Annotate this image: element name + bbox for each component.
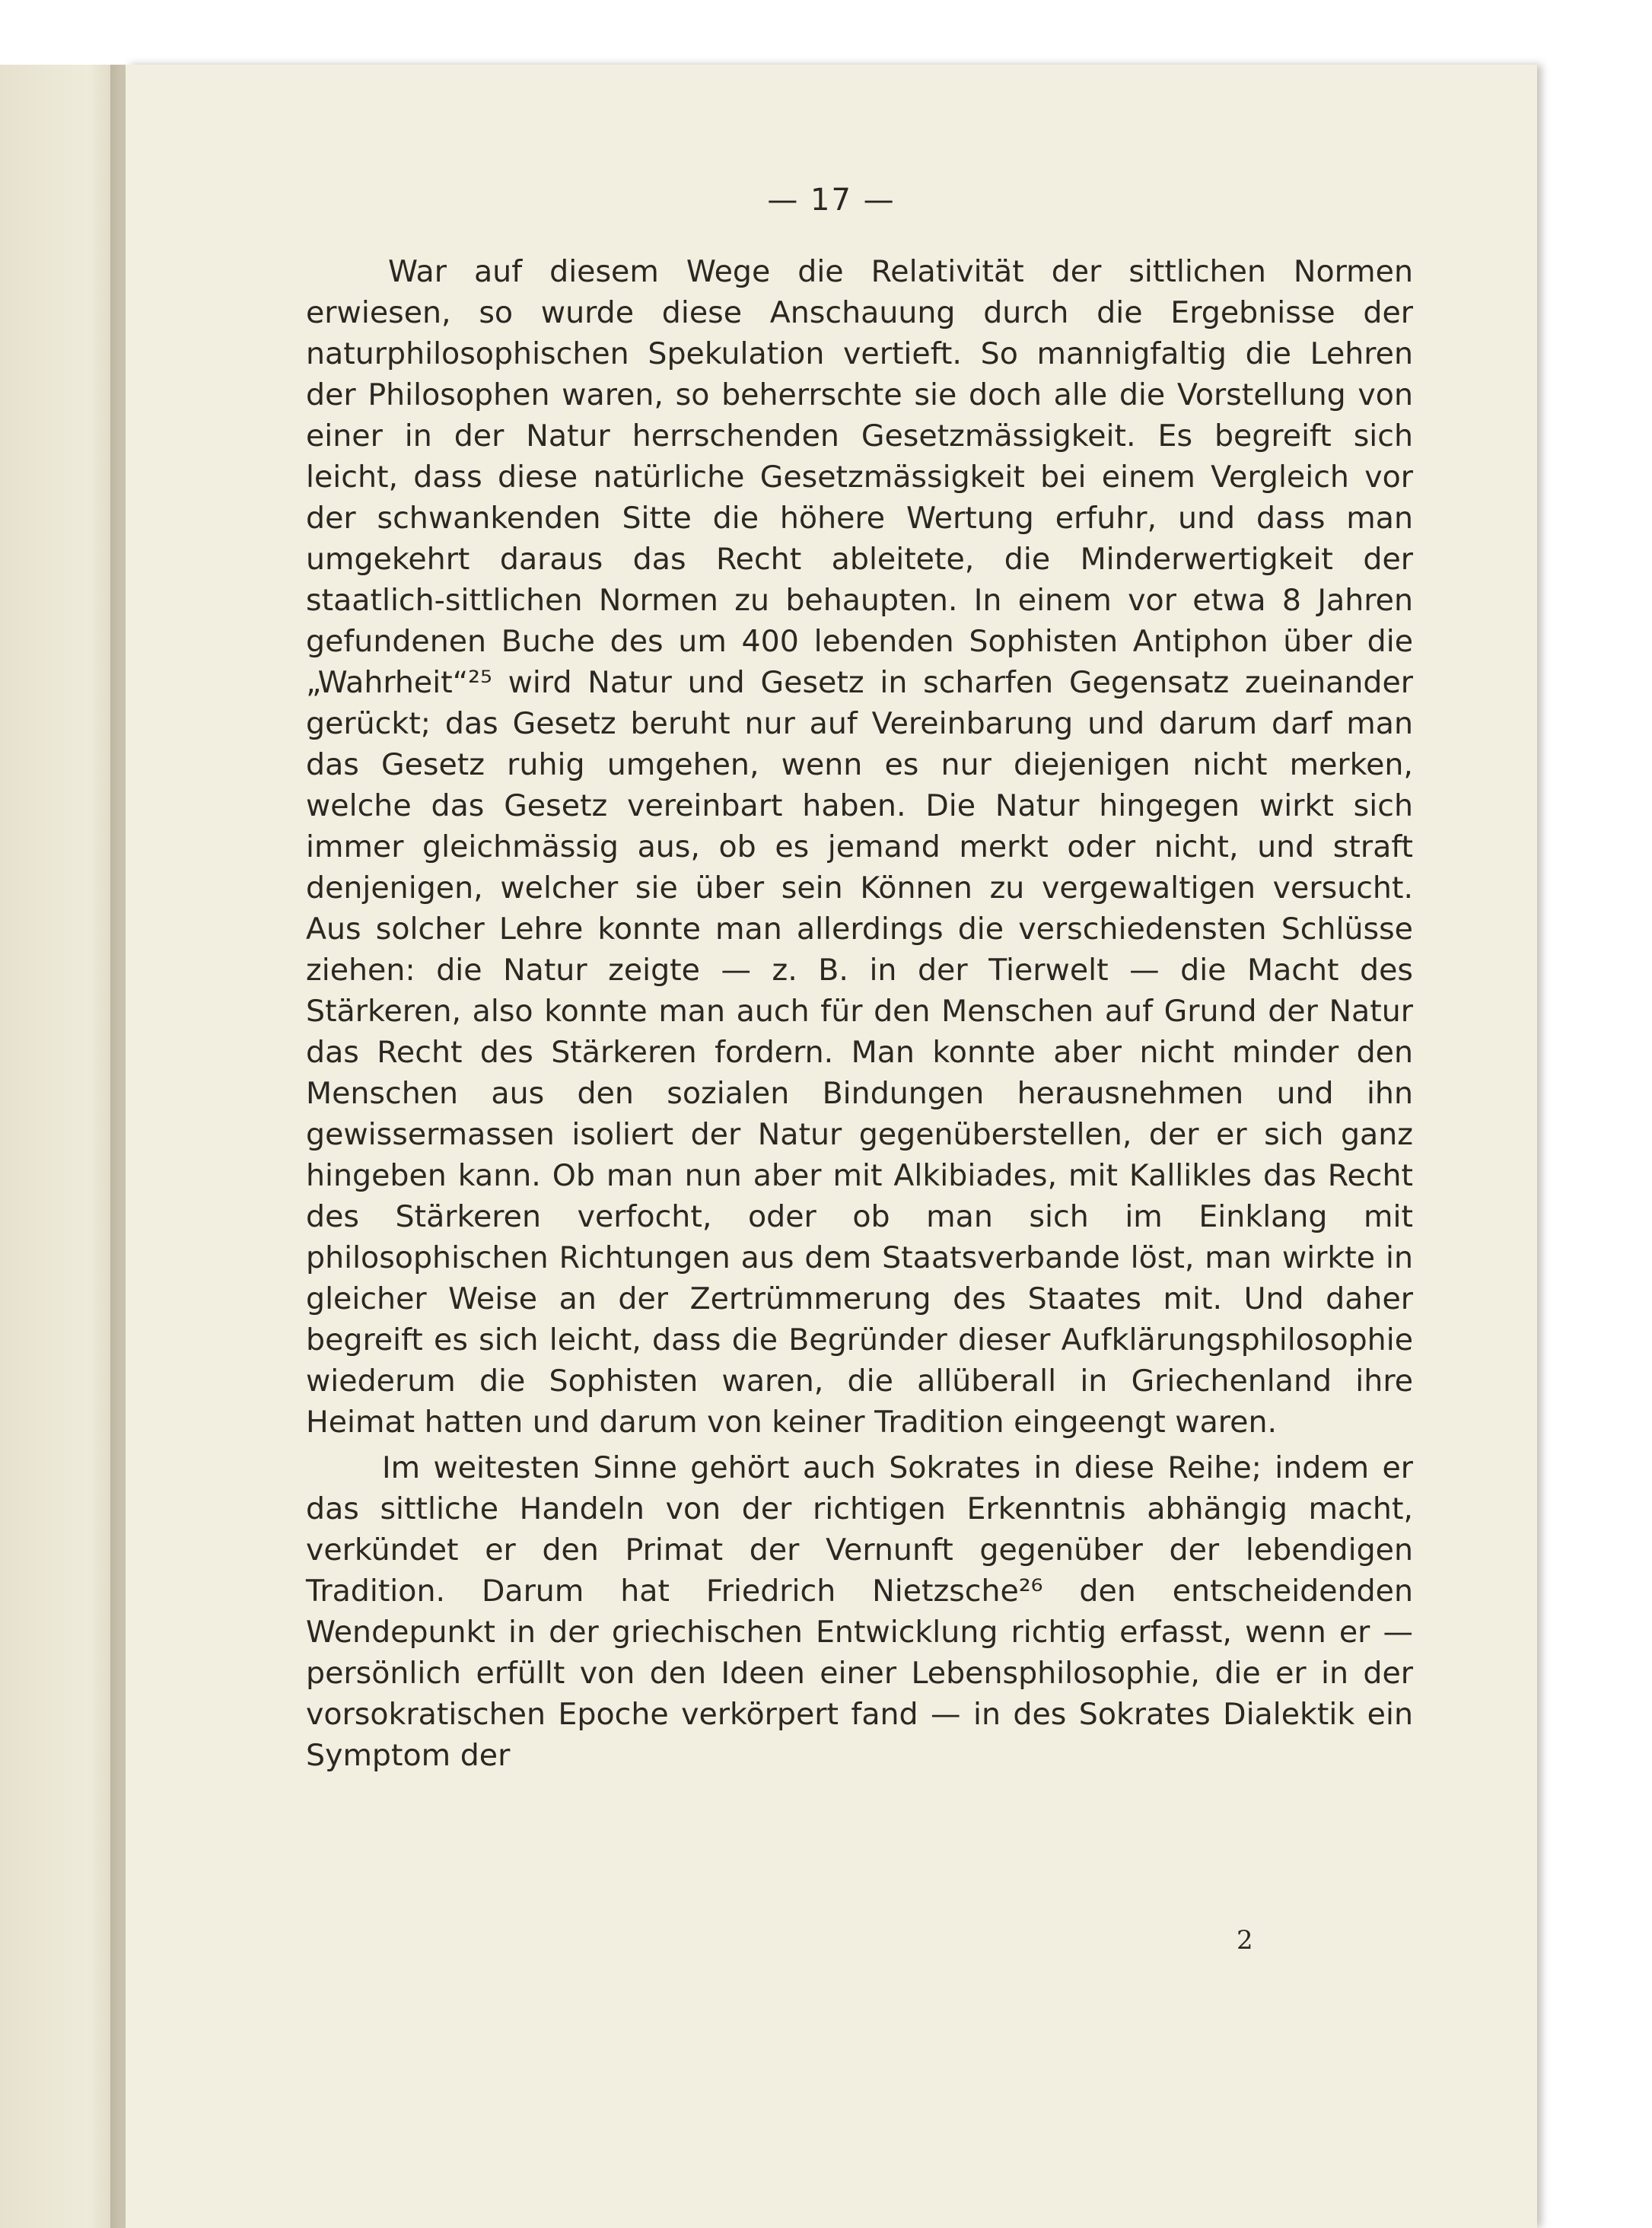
printer-signature-mark: 2 <box>1237 1925 1253 1956</box>
book-page <box>126 65 1537 2228</box>
page-number: — 17 — <box>767 183 896 218</box>
previous-page-edge <box>0 65 126 2228</box>
body-text <box>306 251 1413 1781</box>
paragraph-2: Im weitesten Sinne gehört auch Sokrates in diese Reihe; indem er das sittliche Handeln von der richtigen Erkenntnis abhängig macht, verkündet er den Primat der Vernunft gegenüber der lebendigen Tradition. Darum hat Friedrich Nietzsche²⁶ den entscheidenden Wendepunkt in der griechischen Entwicklung richtig erfasst, wenn er — persönlich erfüllt von den Ideen einer Lebensphilosophie, die er in der vorsokratischen Epoche verkörpert fand — in des Sokrates Dialektik ein Symptom der <box>306 1450 1413 1773</box>
paragraph-1: War auf diesem Wege die Relativität der sittlichen Normen erwiesen, so wurde diese Anschauung durch die Ergebnisse der naturphilosophischen Spekulation vertieft. So mannigfaltig die Lehren der Philosophen waren, so beherrschte sie doch alle die Vorstellung von einer in der Natur herrschenden Gesetzmässigkeit. Es begreift sich leicht, dass diese natürliche Gesetzmässigkeit bei einem Vergleich vor der schwankenden Sitte die höhere Wertung erfuhr, und dass man umgekehrt daraus das Recht ableitete, die Minderwertigkeit der staatlich-sittlichen Normen zu behaupten. In einem vor etwa 8 Jahren gefundenen Buche des um 400 lebenden Sophisten Antiphon über die „Wahrheit“²⁵ wird Natur und Gesetz in scharfen Gegensatz zueinander gerückt; das Gesetz beruht nur auf Vereinbarung und darum darf man das Gesetz ruhig umgehen, wenn es nur diejenigen nicht merken, welche das Gesetz vereinbart haben. Die Natur hingegen wirkt sich immer gleichmässig aus, ob es jemand merkt oder nicht, und straft denjenigen, welcher sie über sein Können zu vergewaltigen versucht. Aus solcher Lehre konnte man allerdings die verschiedensten Schlüsse ziehen: die Natur zeigte — z. B. in der Tierwelt — die Macht des Stärkeren, also konnte man auch für den Menschen auf Grund der Natur das Recht des Stärkeren fordern. Man konnte aber nicht minder den Menschen aus den sozialen Bindungen herausnehmen und ihn gewissermassen isoliert der Natur gegenüberstellen, der er sich ganz hingeben kann. Ob man nun aber mit Alkibiades, mit Kallikles das Recht des Stärkeren verfocht, oder ob man sich im Einklang mit philosophischen Richtungen aus dem Staatsverbande löst, man wirkte in gleicher Weise an der Zertrümmerung des Staates mit. Und daher begreift es sich leicht, dass die Begründer dieser Aufklärungsphilosophie wiederum die Sophisten waren, die allüberall in Griechenland ihre Heimat hatten und darum von keiner Tradition eingeengt waren. <box>306 254 1413 1440</box>
